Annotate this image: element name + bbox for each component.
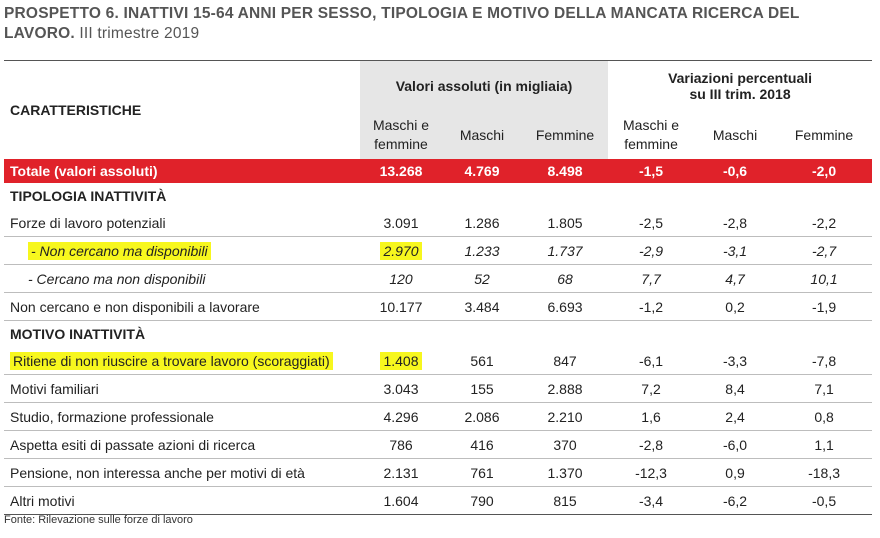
table-row: [4, 375, 872, 403]
row-label: Pensione, non interessa anche per motivi di età: [4, 459, 360, 487]
cell: 7,1: [776, 375, 872, 403]
cell: 561: [442, 347, 522, 375]
cell: 847: [522, 347, 608, 375]
cell: 6.693: [522, 293, 608, 321]
cell: 2,4: [694, 403, 776, 431]
highlight-mark: - Non cercano ma disponibili: [28, 242, 211, 260]
highlight-mark: 2.970: [380, 242, 421, 260]
cell: 1.604: [360, 487, 442, 515]
col-header-m-var: Maschi: [712, 126, 758, 143]
cell: 10,1: [776, 265, 872, 293]
source-note: Fonte: Rilevazione sulle forze di lavoro: [4, 514, 193, 526]
table-row: [4, 293, 872, 321]
row-label: Altri motivi: [4, 487, 360, 515]
cell: -3,4: [608, 487, 694, 515]
section-motivo: MOTIVO INATTIVITÀ: [10, 326, 146, 342]
total-value: -1,5: [608, 159, 694, 183]
cell: 790: [442, 487, 522, 515]
cell: 1.370: [522, 459, 608, 487]
section-row: [4, 321, 872, 348]
header-variation-line2: su III trim. 2018: [689, 86, 791, 102]
cell: 4,7: [694, 265, 776, 293]
cell: 3.484: [442, 293, 522, 321]
cell: -2,8: [608, 431, 694, 459]
cell: 370: [522, 431, 608, 459]
total-value: 4.769: [442, 159, 522, 183]
total-value: 13.268: [360, 159, 442, 183]
cell: -12,3: [608, 459, 694, 487]
cell: 0,2: [694, 293, 776, 321]
cell: -6,2: [694, 487, 776, 515]
row-label: Aspetta esiti di passate azioni di ricerca: [4, 431, 360, 459]
cell: 7,2: [608, 375, 694, 403]
cell: 52: [442, 265, 522, 293]
cell: 7,7: [608, 265, 694, 293]
cell: 68: [522, 265, 608, 293]
cell: 4.296: [360, 403, 442, 431]
highlight-mark: Ritiene di non riuscire a trovare lavoro (scoraggiati): [10, 352, 333, 370]
cell: 1.286: [442, 209, 522, 237]
cell: 3.091: [360, 209, 442, 237]
title-sub: III trimestre 2019: [79, 25, 200, 42]
row-label: - Cercano ma non disponibili: [4, 265, 360, 293]
cell: 761: [442, 459, 522, 487]
header-variation-line1: Variazioni percentuali: [668, 70, 813, 86]
table-row: [4, 403, 872, 431]
header-group-absolute: Valori assoluti (in migliaia): [360, 61, 608, 112]
total-value: -2,0: [776, 159, 872, 183]
cell: 2.210: [522, 403, 608, 431]
cell: 2.086: [442, 403, 522, 431]
cell: 0,8: [776, 403, 872, 431]
cell: -18,3: [776, 459, 872, 487]
total-row: [4, 159, 872, 183]
table-row: [4, 265, 872, 293]
total-label: Totale (valori assoluti): [4, 159, 360, 183]
cell: -2,9: [608, 237, 694, 265]
header-group-variation: [608, 61, 872, 112]
cell: [360, 237, 442, 265]
cell: -2,5: [608, 209, 694, 237]
col-header-m-abs: Maschi: [442, 111, 522, 159]
table-row: [4, 431, 872, 459]
title-main: PROSPETTO 6. INATTIVI 15-64 ANNI PER SESSO, TIPOLOGIA E MOTIVO DELLA MANCATA RICERCA DEL LAVORO.: [4, 5, 800, 42]
row-label: Non cercano e non disponibili a lavorare: [4, 293, 360, 321]
cell: 815: [522, 487, 608, 515]
cell: 1.805: [522, 209, 608, 237]
cell: 8,4: [694, 375, 776, 403]
cell: 1.737: [522, 237, 608, 265]
cell: -2,2: [776, 209, 872, 237]
highlight-mark: 1.408: [380, 352, 421, 370]
cell: -6,0: [694, 431, 776, 459]
total-value: -0,6: [694, 159, 776, 183]
cell: 10.177: [360, 293, 442, 321]
document-title: [4, 4, 874, 44]
row-label: [4, 347, 360, 375]
cell: -1,2: [608, 293, 694, 321]
header-caratteristiche: CARATTERISTICHE: [4, 61, 360, 160]
section-row: [4, 183, 872, 209]
cell: 1,6: [608, 403, 694, 431]
cell: 0,9: [694, 459, 776, 487]
cell: -1,9: [776, 293, 872, 321]
cell: -3,3: [694, 347, 776, 375]
col-header-mf-abs: Maschi e femmine: [360, 111, 442, 159]
total-value: 8.498: [522, 159, 608, 183]
section-tipologia: TIPOLOGIA INATTIVITÀ: [10, 188, 167, 204]
cell: -7,8: [776, 347, 872, 375]
cell: -0,5: [776, 487, 872, 515]
table-row: [4, 209, 872, 237]
row-label: Studio, formazione professionale: [4, 403, 360, 431]
col-header-f-var: Femmine: [794, 126, 854, 143]
table-row: [4, 237, 872, 265]
cell: 2.888: [522, 375, 608, 403]
cell: 2.131: [360, 459, 442, 487]
row-label: Forze di lavoro potenziali: [4, 209, 360, 237]
cell: -2,7: [776, 237, 872, 265]
data-table: [4, 60, 872, 515]
cell: 1.233: [442, 237, 522, 265]
row-label: [4, 237, 360, 265]
cell: -6,1: [608, 347, 694, 375]
cell: 120: [360, 265, 442, 293]
table-row: [4, 487, 872, 515]
cell: 155: [442, 375, 522, 403]
table-row: [4, 459, 872, 487]
cell: 3.043: [360, 375, 442, 403]
cell: -2,8: [694, 209, 776, 237]
row-label: Motivi familiari: [4, 375, 360, 403]
cell: -3,1: [694, 237, 776, 265]
col-header-f-abs: Femmine: [522, 111, 608, 159]
cell: [360, 347, 442, 375]
col-header-mf-var: Maschi e femmine: [623, 117, 680, 152]
cell: 416: [442, 431, 522, 459]
cell: 786: [360, 431, 442, 459]
cell: 1,1: [776, 431, 872, 459]
table-row: [4, 347, 872, 375]
